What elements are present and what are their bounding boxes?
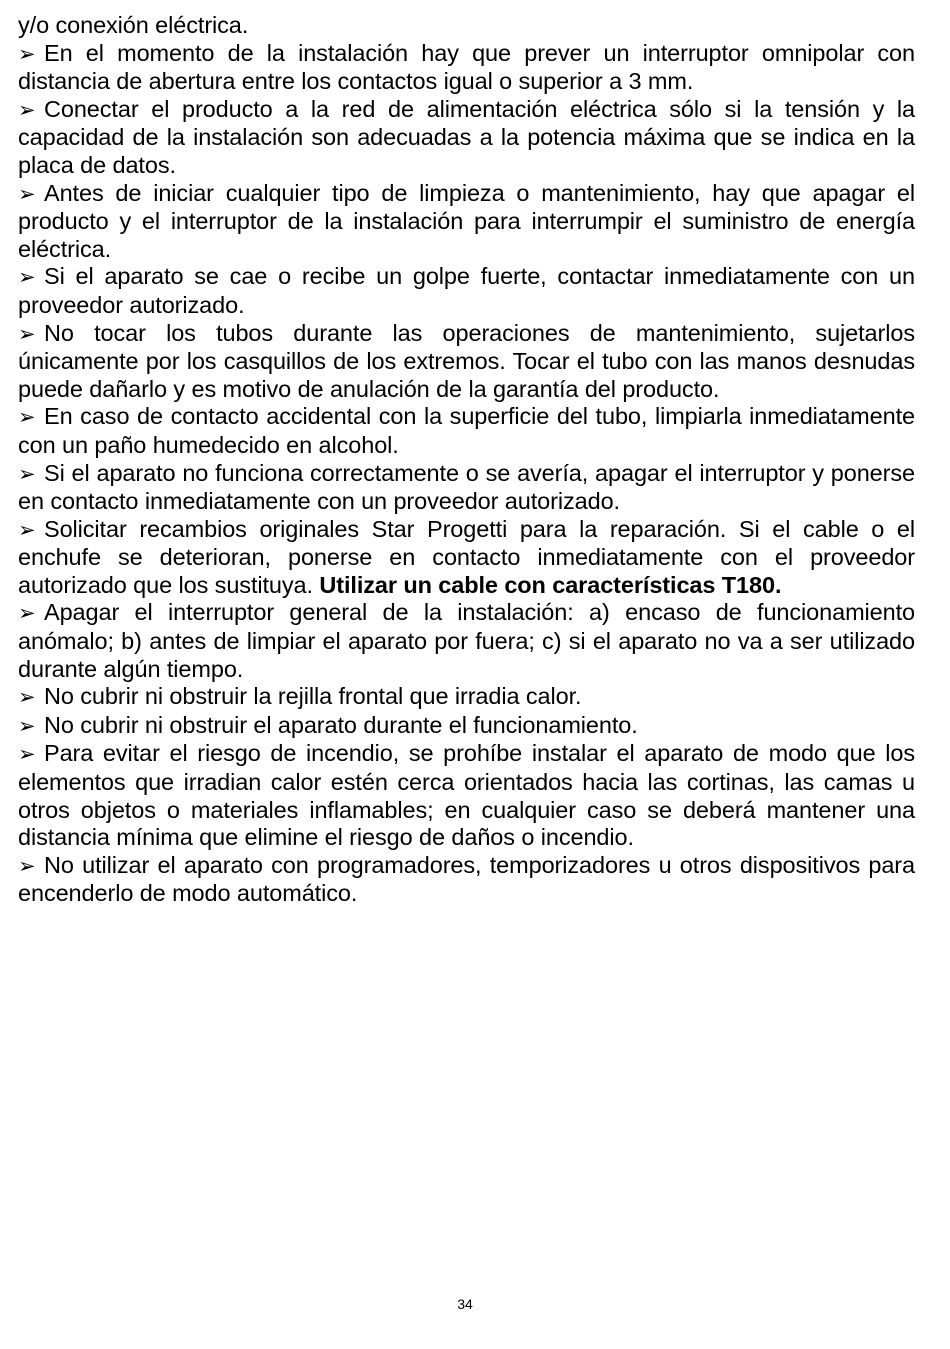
- arrow-bullet-icon: ➢: [18, 42, 36, 66]
- list-item: [18, 683, 915, 712]
- list-item: [18, 852, 915, 908]
- arrow-bullet-icon: ➢: [18, 714, 36, 738]
- list-item-text: No utilizar el aparato con programadores, temporizadores u otros dispositivos para encenderlo de modo automático.: [18, 851, 915, 907]
- list-item-text: Si el aparato no funciona correctamente o se avería, apagar el interruptor y ponerse en contacto inmediatamente con un proveedor autorizado.: [18, 459, 915, 515]
- arrow-bullet-icon: ➢: [18, 743, 36, 767]
- document-body: [18, 12, 915, 908]
- list-item-text: No tocar los tubos durante las operaciones de mantenimiento, sujetarlos únicamente por los casquillos de los extremos. Tocar el tubo con las manos desnudas puede dañarlo y es motivo de anulación de la garantía del producto.: [18, 319, 915, 402]
- list-item: [18, 180, 915, 264]
- arrow-bullet-icon: ➢: [18, 518, 36, 542]
- list-item-text: En el momento de la instalación hay que prever un interruptor omnipolar con distancia de abertura entre los contactos igual o superior a 3 mm.: [18, 39, 915, 95]
- list-item: [18, 40, 915, 96]
- list-item-bold-text: Utilizar un cable con características T180.: [319, 571, 782, 598]
- intro-paragraph: y/o conexión eléctrica.: [18, 12, 249, 38]
- arrow-bullet-icon: ➢: [18, 854, 36, 878]
- arrow-bullet-icon: ➢: [18, 182, 36, 206]
- arrow-bullet-icon: ➢: [18, 602, 36, 626]
- list-item: [18, 516, 915, 600]
- list-item: [18, 740, 915, 851]
- list-item: [18, 320, 915, 404]
- arrow-bullet-icon: ➢: [18, 98, 36, 122]
- list-item: [18, 712, 915, 741]
- list-item-text: Apagar el interruptor general de la instalación: a) encaso de funcionamiento anómalo; b) antes de limpiar el aparato por fuera; c) si el aparato no va a ser utilizado durante algún tiempo.: [18, 599, 915, 682]
- page-number: 34: [457, 1296, 473, 1312]
- list-item-text: En caso de contacto accidental con la superficie del tubo, limpiarla inmediatamente con un paño humedecido en alcohol.: [18, 403, 915, 458]
- arrow-bullet-icon: ➢: [18, 322, 36, 346]
- list-item: [18, 599, 915, 683]
- list-item: [18, 460, 915, 516]
- arrow-bullet-icon: ➢: [18, 686, 36, 710]
- arrow-bullet-icon: ➢: [18, 462, 36, 486]
- list-item: [18, 96, 915, 180]
- list-item: [18, 263, 915, 319]
- list-item-text: No cubrir ni obstruir el aparato durante el funcionamiento.: [44, 711, 638, 738]
- list-item-text: No cubrir ni obstruir la rejilla frontal que irradia calor.: [44, 683, 582, 710]
- list-item-text: Para evitar el riesgo de incendio, se prohíbe instalar el aparato de modo que los elementos que irradian calor estén cerca orientados hacia las cortinas, las camas u otros objetos o materiales inflamables; en cualquier caso se deberá mantener una distancia mínima que elimine el riesgo de daños o incendio.: [18, 740, 915, 851]
- arrow-bullet-icon: ➢: [18, 406, 36, 430]
- list-item-text: Conectar el producto a la red de alimentación eléctrica sólo si la tensión y la capacidad de la instalación son adecuadas a la potencia máxima que se indica en la placa de datos.: [18, 95, 915, 178]
- list-item-text: Antes de iniciar cualquier tipo de limpieza o mantenimiento, hay que apagar el producto y el interruptor de la instalación para interrumpir el suministro de energía eléctrica.: [18, 179, 915, 262]
- list-item-text: Si el aparato se cae o recibe un golpe fuerte, contactar inmediatamente con un proveedor autorizado.: [18, 263, 915, 318]
- list-item-text: Solicitar recambios originales Star Progetti para la reparación. Si el cable o el enchufe se deterioran, ponerse en contacto inmediatamente con el proveedor autorizado que los sustituya.: [18, 515, 915, 598]
- list-item: [18, 403, 915, 459]
- arrow-bullet-icon: ➢: [18, 266, 36, 290]
